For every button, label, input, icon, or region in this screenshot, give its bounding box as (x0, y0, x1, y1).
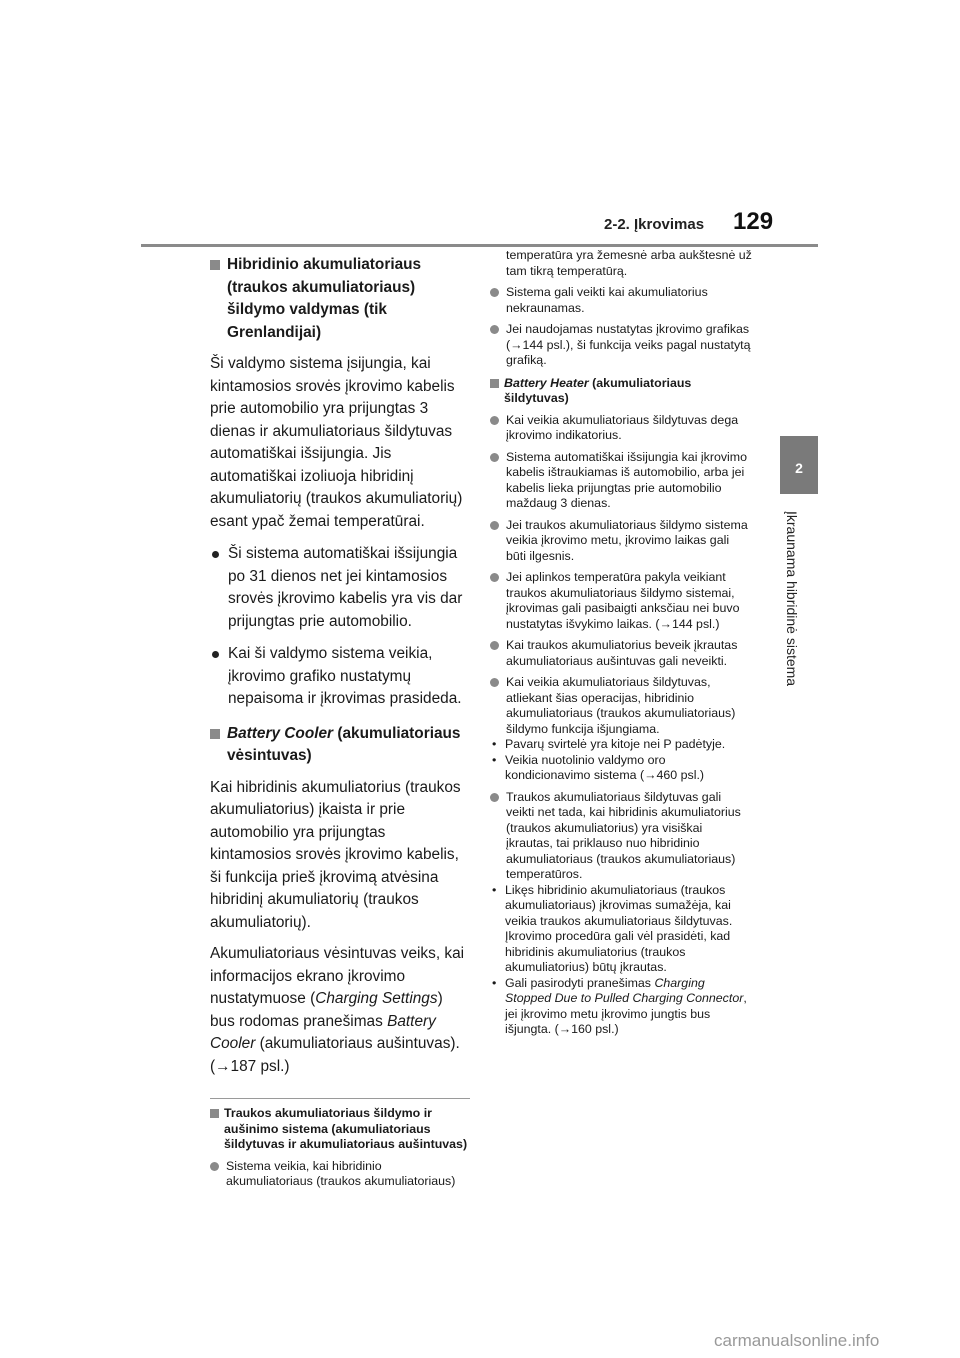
page-number: 129 (733, 208, 774, 235)
note-item: Sistema veikia, kai hibridinio akumuliatoriaus (traukos akumuliatoriaus) (210, 1159, 470, 1190)
note-item: Sistema automatiškai išsijungia kai įkrovimo kabelis ištraukiamas iš automobilio, arba jei kabelis lieka prijungtas prie automobilio maždaug 3 dienas. (490, 450, 752, 512)
note-item: Jei aplinkos temperatūra pakyla veikiant traukos akumuliatoriaus šildymo sistemai, įkrovimas gali pasibaigti anksčiau nei buvo nustatytas išvykimo laikas. (→144 psl.) (490, 570, 752, 632)
sub-item (490, 976, 752, 1038)
note-item: Kai traukos akumuliatorius beveik įkrautas akumuliatoriaus aušintuvas gali neveikti. (490, 638, 752, 669)
section-title: 2-2. Įkrovimas (604, 216, 705, 233)
list-item: Kai ši valdymo sistema veikia, įkrovimo grafiko nustatymų nepaisoma ir įkrovimas prasideda. (210, 643, 470, 711)
heading-rest: (akumuliatoriaus šildytuvas) (504, 375, 692, 405)
note-item: Jei traukos akumuliatoriaus šildymo sistema veikia įkrovimo metu, įkrovimo laikas gali būti ilgesnis. (490, 518, 752, 565)
text-run: , jei įkrovimo metu įkrovimo jungtis bus išjungta. (→160 psl.) (505, 991, 747, 1036)
paragraph: Ši valdymo sistema įsijungia, kai kintamosios srovės įkrovimo kabelis prie automobilio yra prijungtas 3 dienas ir akumuliatoriaus šildytuvas automatiškai išsijungia. Jis automatiškai izoliuoja hibridinį akumuliatorių (traukos akumuliatorių) esant ypač žemai temperatūrai. (210, 355, 463, 530)
note-item: Traukos akumuliatoriaus šildytuvas gali veikti net tada, kai hibridinis akumuliatorius (traukos akumuliatorius) yra visiškai įkrautas, tai priklauso nuo hibridinio akumuliatoriaus (traukos akumuliatoriaus) temperatūros. (490, 790, 752, 883)
note-heading (490, 376, 752, 407)
left-column (210, 254, 470, 1190)
chapter-label: Įkraunama hibridinė sistema (784, 511, 800, 687)
chapter-number: 2 (795, 460, 803, 476)
heading-italic: Battery Heater (504, 375, 589, 390)
text-run: Akumuliatoriaus vėsintuvas veiks, kai informacijos ekrano įkrovimo nustatymuose ( (210, 945, 465, 1007)
text-run: ) bus rodomas pranešimas (210, 990, 443, 1030)
note-item: Sistema gali veikti kai akumuliatorius nekraunamas. (490, 285, 752, 316)
note-item: Kai veikia akumuliatoriaus šildytuvas, atliekant šias operacijas, hibridinio akumuliatoriaus (traukos akumuliatoriaus) šildymo funkcija išjungiama. (490, 675, 752, 737)
watermark: carmanualsonline.info (714, 1331, 880, 1350)
text-italic: Battery Cooler (210, 1012, 436, 1052)
heading-heating-control: Hibridinio akumuliatoriaus (traukos akumuliatoriaus) šildymo valdymas (tik Grenlandijai) (210, 254, 470, 344)
text-run: (akumuliatoriaus aušintuvas). (→187 psl.) (210, 1035, 460, 1075)
header-rule (141, 244, 818, 247)
note-divider (210, 1098, 470, 1099)
heading-battery-cooler (210, 723, 470, 768)
text-italic: Charging Settings (315, 990, 438, 1007)
heading-rest: (akumuliatoriaus vėsintuvas) (227, 724, 461, 764)
note-item: Jei naudojamas nustatytas įkrovimo grafikas (→144 psl.), ši funkcija veiks pagal nustatytą grafiką. (490, 322, 752, 369)
paragraph: Kai hibridinis akumuliatorius (traukos akumuliatorius) įkaista ir prie automobilio yra prijungtas kintamosios srovės įkrovimo kabelis, ši funkcija prieš įkrovimą atvėsina hibridinį akumuliatorių (traukos akumuliatorių). (210, 778, 461, 931)
note-continuation: temperatūra yra žemesnė arba aukštesnė už tam tikrą temperatūrą. (506, 248, 752, 278)
text-run: Gali pasirodyti pranešimas (505, 975, 655, 990)
sub-item: • Veikia nuotolinio valdymo oro kondicionavimo sistema (→460 psl.) (490, 753, 752, 784)
note-item: Kai veikia akumuliatoriaus šildytuvas dega įkrovimo indikatorius. (490, 413, 752, 444)
heading-italic: Battery Cooler (227, 724, 334, 742)
paragraph (210, 943, 470, 1078)
text-italic: Charging Stopped Due to Pulled Charging Connector (505, 975, 744, 1005)
right-column (490, 248, 752, 1038)
sub-item: • Pavarų svirtelė yra kitoje nei P padėtyje. (490, 737, 752, 753)
sub-item: • Likęs hibridinio akumuliatoriaus (traukos akumuliatoriaus) įkrovimas sumažėja, kai veikia traukos akumuliatoriaus šildytuvas. Įkrovimo procedūra gali vėl prasidėti, kad hibridinis akumuliatorius (traukos akumuliatorius) būtų įkrautas. (490, 883, 752, 976)
list-item: Ši sistema automatiškai išsijungia po 31 dienos net jei kintamosios srovės įkrovimo kabelis yra vis dar prijungtas prie automobilio. (210, 543, 470, 633)
note-heading: Traukos akumuliatoriaus šildymo ir aušinimo sistema (akumuliatoriaus šildytuvas ir akumuliatoriaus aušintuvas) (210, 1106, 470, 1153)
